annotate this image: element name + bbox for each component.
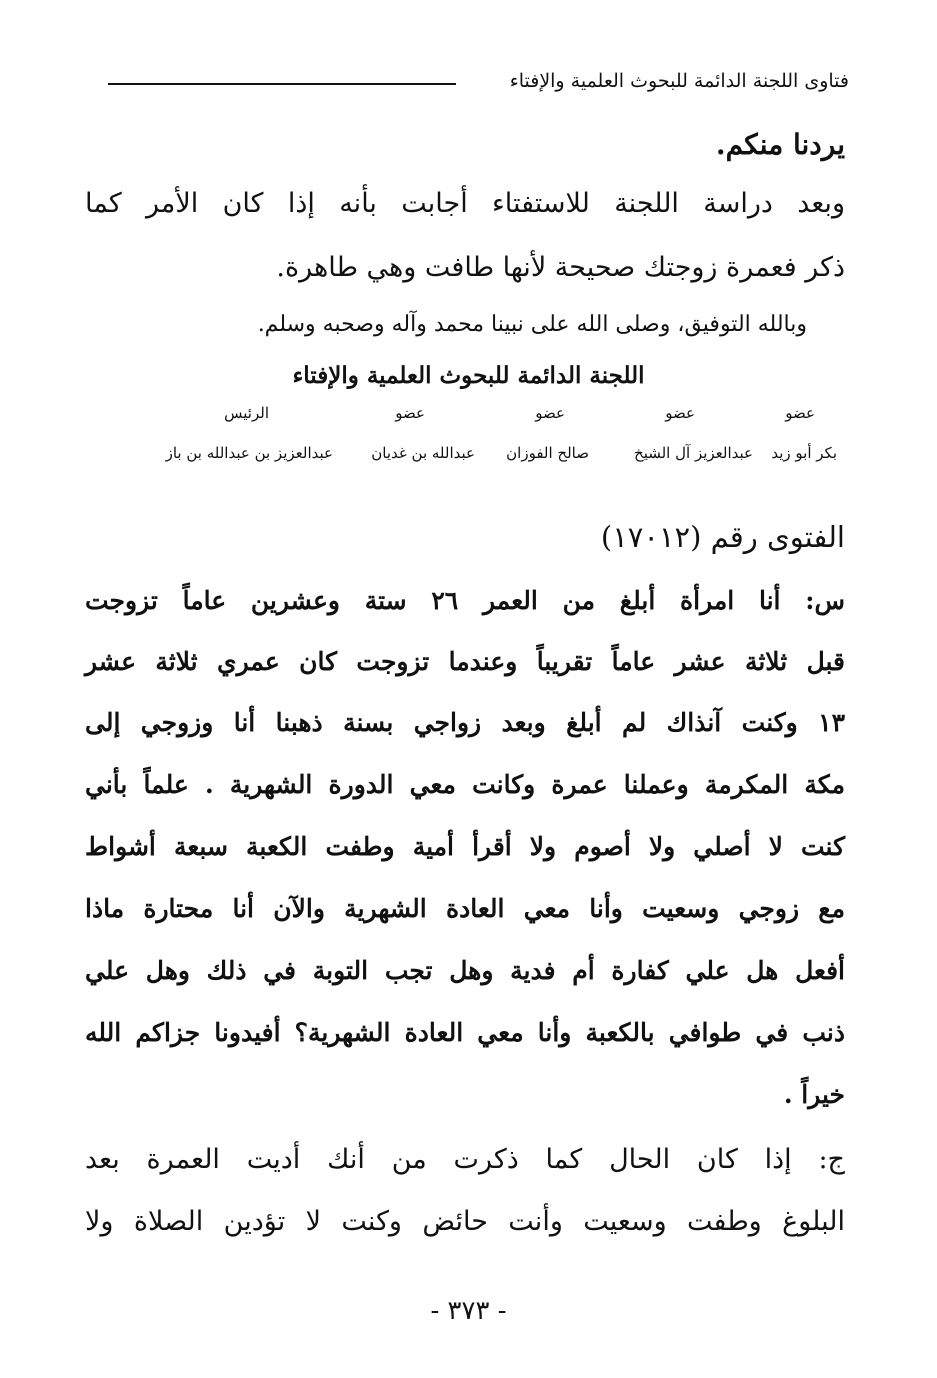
signature-name-4: عبدالله بن غديان (371, 444, 475, 462)
signature-role-3: عضو (535, 404, 565, 422)
signature-role-5: الرئيس (224, 404, 269, 422)
prev-answer-line-1: وبعد دراسة اللجنة للاستفتاء أجابت بأنه إذا كان الأمر كما (85, 188, 845, 219)
fatwa-heading: الفتوى رقم (١٧٠١٢) (600, 520, 845, 554)
question-line-5: كنت لا أصلي ولا أصوم ولا أقرأ أمية وطفت الكعبة سبعة أشواط (85, 832, 845, 861)
signature-name-1: بكر أبو زيد (771, 444, 837, 462)
committee-title: اللجنة الدائمة للبحوث العلمية والإفتاء (292, 362, 645, 389)
prev-answer-line-2: ذكر فعمرة زوجتك صحيحة لأنها طافت وهي طاهرة. (276, 252, 845, 283)
header-rule (108, 83, 456, 85)
question-line-4: مكة المكرمة وعملنا عمرة وكانت معي الدورة الشهرية . علماً بأني (85, 770, 845, 799)
question-line-1: س: أنا امرأة أبلغ من العمر ٢٦ ستة وعشرين عاماً تزوجت (85, 586, 845, 615)
signature-role-2: عضو (665, 404, 695, 422)
signature-role-4: عضو (395, 404, 425, 422)
page-number: - ٣٧٣ - (430, 1296, 507, 1326)
signature-name-3: صالح الفوزان (506, 444, 589, 462)
signature-name-2: عبدالعزيز آل الشيخ (634, 444, 753, 462)
running-header-title: فتاوى اللجنة الدائمة للبحوث العلمية والإفتاء (509, 70, 849, 92)
answer-line-1: ج: إذا كان الحال كما ذكرت من أنك أديت العمرة بعد (85, 1144, 845, 1175)
signature-name-5: عبدالعزيز بن عبدالله بن باز (165, 444, 333, 462)
question-line-2: قبل ثلاثة عشر عاماً تقريباً وعندما تزوجت كان عمري ثلاثة عشر (85, 647, 845, 676)
question-line-6: مع زوجي وسعيت وأنا معي العادة الشهرية والآن أنا محتارة ماذا (85, 894, 845, 923)
answer-line-2: البلوغ وطفت وسعيت وأنت حائض وكنت لا تؤدين الصلاة ولا (85, 1206, 845, 1237)
question-line-7: أفعل هل علي كفارة أم فدية وهل تجب التوبة في ذلك وهل علي (85, 956, 845, 985)
question-line-8: ذنب في طوافي بالكعبة وأنا معي العادة الشهرية؟ أفيدونا جزاكم الله (85, 1018, 845, 1047)
prev-fatwa-end-line: يردنا منكم. (715, 128, 845, 161)
question-line-9: خيراً . (783, 1080, 845, 1109)
closing-prayer: وبالله التوفيق، وصلى الله على نبينا محمد وآله وصحبه وسلم. (257, 312, 807, 337)
question-line-3: ١٣ وكنت آنذاك لم أبلغ وبعد زواجي بسنة ذهبنا أنا وزوجي إلى (85, 708, 845, 737)
signature-role-1: عضو (785, 404, 815, 422)
